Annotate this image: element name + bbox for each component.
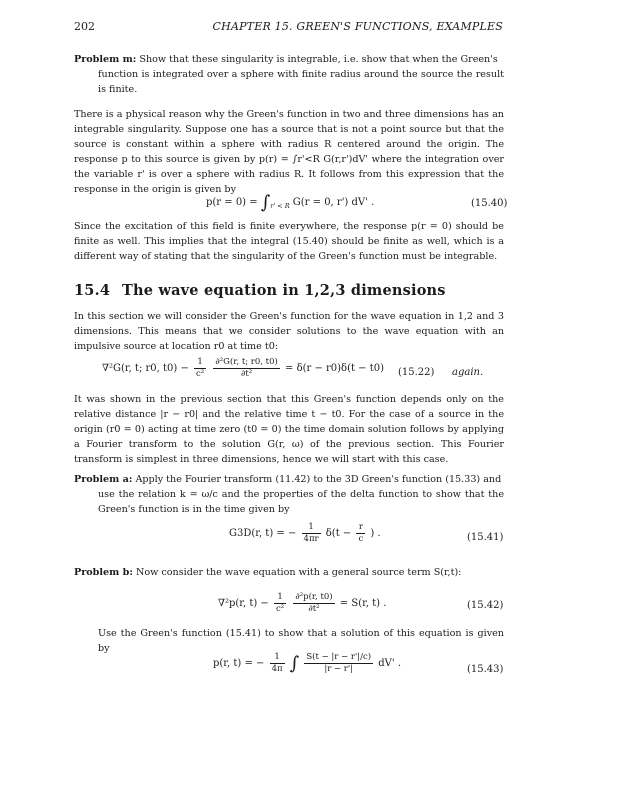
- problem-a-text-rest: use the relation k = ω/c and the properties of the delta function to show that the Green's function is in the time given by: [98, 489, 504, 515]
- problem-m-text-rest: function is integrated over a sphere with finite radius around the source the result is finite.: [98, 69, 504, 95]
- eq-15-22-frac1: $\frac{1}{\text{c²}}$: [196, 357, 205, 379]
- problem-a-text-line1: Apply the Fourier transform (11.42) to the 3D Green's function (15.33) and: [135, 474, 502, 485]
- problem-b-text-line1: Now consider the wave equation with a general source term S(r,t):: [135, 567, 462, 578]
- eq-15-41-lhs: G3D(r, t) = −: [229, 528, 297, 539]
- problem-b: [74, 565, 504, 580]
- eq-15-43-rhs: dV' .: [378, 658, 402, 669]
- paragraph-use-greens: Use the Green's function (15.41) to show that a solution of this equation is given by: [98, 628, 504, 654]
- eq-15-41-number: (15.41): [467, 532, 504, 543]
- eq-15-42-frac1: $\frac{1}{\text{c²}}$: [276, 592, 285, 614]
- eq-15-43-number: (15.43): [467, 664, 504, 675]
- eq-15-22-rhs: = δ(r − r0)δ(t − t0): [285, 363, 385, 374]
- eq-15-41-rhs-close: ) .: [370, 528, 381, 539]
- eq-15-40-number: (15.40): [471, 198, 508, 209]
- equation-15-40: [206, 192, 374, 213]
- paragraph-physical-reason: There is a physical reason why the Green's function in two and three dimensions has an integrable singularity. Suppose one has a source that is not a point source but that the source is constant within a sphere with radius R centered around the origin. The response p to this source is given by p(r) = ∫r'<R G(r,r')dV' where the integration over the variable r' is over a sphere with radius R. It follows from this expression that the response in the origin is given by: [74, 109, 504, 195]
- eq-15-22-lhs: ∇²G(r, t; r0, t0) −: [102, 363, 189, 374]
- eq-15-22-number: (15.22): [398, 367, 435, 378]
- problem-m-text-line1: Show that these singularity is integrable, i.e. show that when the Green's: [139, 54, 498, 65]
- eq-15-42-frac2: $\frac{\text{∂²p(r, t0)}}{\text{∂t²}}$: [295, 592, 333, 614]
- page-header: [74, 20, 503, 34]
- problem-a: [74, 472, 504, 517]
- section-title: The wave equation in 1,2,3 dimensions: [122, 282, 446, 299]
- problem-m-lead: Problem m:: [74, 54, 137, 65]
- integral-sign: ∫: [260, 192, 271, 213]
- problem-b-lead: Problem b:: [74, 567, 133, 578]
- paragraph-section-intro: In this section we will consider the Green's function for the wave equation in 1,2 and 3 dimensions. This means that we consider solutions to the wave equation with an impulsive source at location r0 at time t0:: [74, 311, 504, 352]
- eq-15-43-lhs: p(r, t) = −: [213, 658, 265, 669]
- eq-15-40-rhs: G(r = 0, r') dV' .: [292, 197, 375, 208]
- equation-15-43: [213, 652, 401, 675]
- eq-15-42-number: (15.42): [467, 600, 504, 611]
- eq-15-41-inner-frac: $\frac{r}{c}$: [358, 522, 364, 544]
- page-number: 202: [74, 20, 95, 33]
- chapter-title: CHAPTER 15. GREEN'S FUNCTIONS, EXAMPLES: [212, 20, 503, 33]
- eq-15-40-lhs: p(r = 0) =: [206, 197, 258, 208]
- equation-15-22: [102, 357, 384, 380]
- eq-15-42-rhs: = S(r, t) .: [339, 598, 387, 609]
- equation-15-41: [229, 522, 381, 545]
- paragraph-previous-section: It was shown in the previous section that this Green's function depends only on the relative distance |r − r0| and the relative time t − t0. For the case of a source in the origin (r0 = 0) acting at time zero (t0 = 0) the time domain solution follows by applying a Fourier transform to the solution G(r, ω) of the previous section. This Fourier transform is simplest in three dimensions, hence we will start with this case.: [74, 394, 504, 465]
- eq-15-43-frac: $\frac{1}{4\pi}$: [271, 652, 283, 674]
- eq-15-22-frac2: $\frac{\text{∂²G(r, t; r0, t0)}}{\text{∂t²}}$: [215, 357, 278, 379]
- eq-15-41-rhs-open: δ(t −: [325, 528, 352, 539]
- eq-15-43-integrand: $\frac{S(t - |r - r'|/c)}{|r - r'|}$: [306, 652, 372, 674]
- integral-sign-2: ∫: [289, 653, 300, 674]
- eq-15-41-frac: $\frac{1}{4\pi r}$: [303, 522, 319, 544]
- eq-15-42-lhs: ∇²p(r, t) −: [218, 598, 269, 609]
- paragraph-finite-excitation: Since the excitation of this field is finite everywhere, the response p(r = 0) should be finite as well. This implies that the integral (15.40) should be finite as well, which is a different way of stating that the singularity of the Green's function must be integrable.: [74, 221, 504, 262]
- eq-15-22-note: again.: [452, 367, 484, 378]
- problem-a-lead: Problem a:: [74, 474, 133, 485]
- eq-15-40-limit: r' < R: [270, 202, 290, 210]
- problem-m: [74, 52, 504, 97]
- section-number: 15.4: [74, 282, 111, 299]
- section-heading: [74, 282, 446, 299]
- equation-15-42: [218, 592, 386, 615]
